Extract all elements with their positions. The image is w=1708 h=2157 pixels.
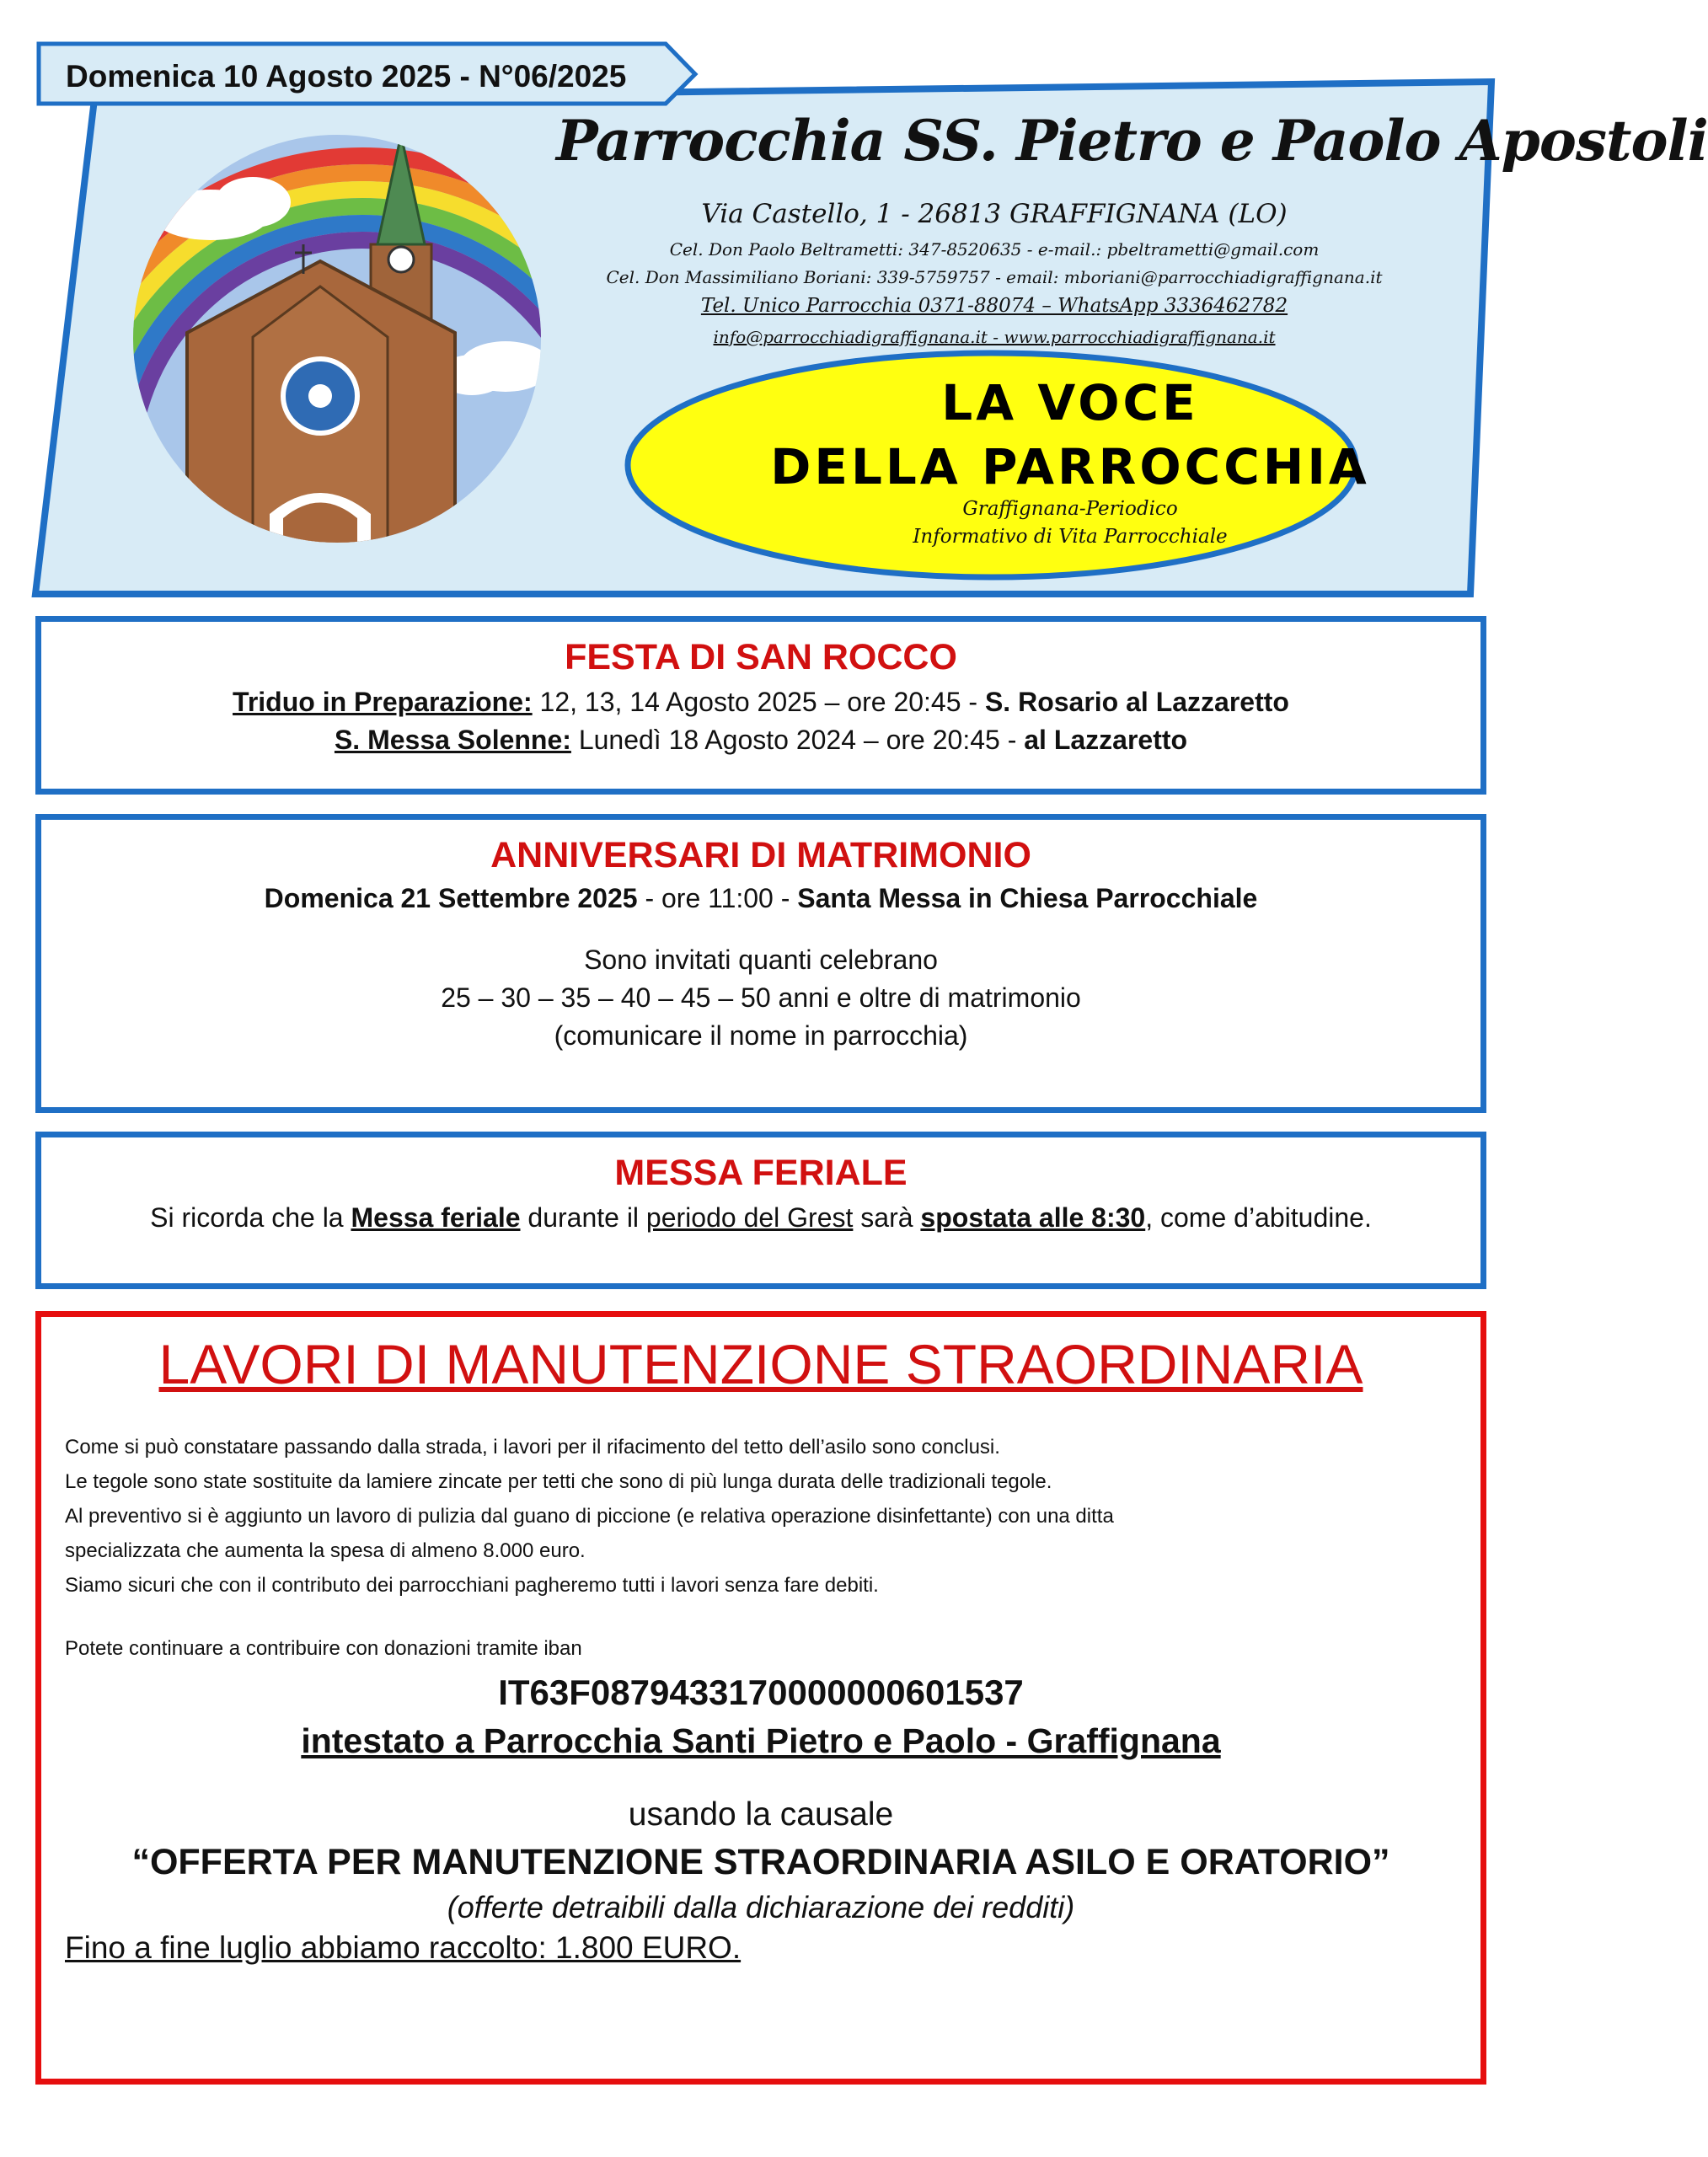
lavori-paragraph-line: specializzata che aumenta la spesa di almeno 8.000 euro. (65, 1539, 586, 1562)
messa-feriale-text-3: durante il (520, 1202, 646, 1233)
messa-feriale-text-6: spostata alle 8:30 (920, 1202, 1146, 1233)
messa-feriale-text (41, 1202, 1480, 1234)
anniversari-time: - ore 11:00 - (637, 883, 798, 913)
newsletter-subtitle-2: Informativo di Vita Parrocchiale (913, 526, 1228, 548)
newsletter-title-line-2: DELLA PARROCCHIA (770, 438, 1370, 495)
anniversari-box (35, 814, 1486, 1113)
donation-intro: Potete continuare a contribuire con donazioni tramite iban (65, 1637, 582, 1660)
messa-feriale-text-7: , come d’abitudine. (1145, 1202, 1372, 1233)
parish-address: Via Castello, 1 - 26813 GRAFFIGNANA (LO) (701, 199, 1288, 229)
messa-solenne-date: Lunedì 18 Agosto 2024 – ore 20:45 - (570, 725, 1025, 755)
san-rocco-title: FESTA DI SAN ROCCO (565, 637, 957, 677)
messa-feriale-text-4: periodo del Grest (645, 1202, 854, 1233)
anniversari-invite: Sono invitati quanti celebrano (584, 945, 938, 975)
triduo-label: Triduo in Preparazione: (233, 687, 533, 717)
lavori-title: LAVORI DI MANUTENZIONE STRAORDINARIA (158, 1333, 1363, 1395)
lavori-box (35, 1311, 1486, 2085)
messa-feriale-box (35, 1132, 1486, 1289)
lavori-paragraph-line: Come si può constatare passando dalla strada, i lavori per il rifacimento del tetto dell’asilo sono conclusi. (65, 1436, 1000, 1459)
parish-name: Parrocchia SS. Pietro e Paolo Apostoli (556, 108, 1708, 174)
lavori-paragraph (41, 1430, 1480, 1603)
anniversari-years: 25 – 30 – 35 – 40 – 45 – 50 anni e oltre di matrimonio (441, 982, 1081, 1013)
anniversari-date: Domenica 21 Settembre 2025 (264, 883, 638, 913)
lavori-paragraph-line: Siamo sicuri che con il contributo dei parrocchiani pagheremo tutti i lavori senza fare debiti. (65, 1574, 879, 1597)
triduo-line (41, 687, 1480, 718)
newsletter-subtitle-1: Graffignana-Periodico (962, 498, 1178, 520)
messa-solenne-line (41, 725, 1480, 756)
causale-intro: usando la causale (628, 1796, 894, 1833)
contact-don-massimiliano: Cel. Don Massimiliano Boriani: 339-5759757 - email: mboriani@parrocchiadigraffignana.it (606, 267, 1383, 287)
tax-deductible-note: (offerte detraibili dalla dichiarazione dei redditi) (447, 1890, 1075, 1924)
contact-don-paolo: Cel. Don Paolo Beltrametti: 347-8520635 - e-mail.: pbeltrametti@gmail.com (669, 239, 1320, 260)
lavori-paragraph-line: Le tegole sono state sostituite da lamiere zincate per tetti che sono di più lunga durata delle tradizionali tegole. (65, 1470, 1052, 1493)
contact-web: info@parrocchiadigraffignana.it - www.parrocchiadigraffignana.it (713, 327, 1276, 347)
amount-raised: Fino a fine luglio abbiamo raccolto: 1.800 EURO. (65, 1930, 742, 1965)
anniversari-place: Santa Messa in Chiesa Parrocchiale (797, 883, 1258, 913)
anniversari-date-line (41, 883, 1480, 914)
header-panel (0, 0, 1708, 607)
san-rocco-box (35, 616, 1486, 795)
messa-feriale-text-5: sarà (853, 1202, 921, 1233)
iban-holder: intestato a Parrocchia Santi Pietro e Paolo - Graffignana (301, 1721, 1221, 1760)
triduo-place: S. Rosario al Lazzaretto (984, 687, 1289, 717)
lavori-paragraph-line: Al preventivo si è aggiunto un lavoro di pulizia dal guano di piccione (e relativa operazione disinfettante) con una ditta (65, 1505, 1114, 1528)
anniversari-title: ANNIVERSARI DI MATRIMONIO (490, 835, 1031, 875)
messa-solenne-label: S. Messa Solenne: (334, 725, 571, 755)
newsletter-title-line-1: LA VOCE (941, 374, 1199, 431)
issue-date: Domenica 10 Agosto 2025 - N°06/2025 (66, 59, 627, 94)
messa-solenne-place: al Lazzaretto (1024, 725, 1188, 755)
contact-parish-phone: Tel. Unico Parrocchia 0371-88074 – WhatsApp 3336462782 (700, 295, 1288, 317)
messa-feriale-title: MESSA FERIALE (614, 1153, 908, 1193)
triduo-dates: 12, 13, 14 Agosto 2025 – ore 20:45 - (532, 687, 985, 717)
causale-text: “OFFERTA PER MANUTENZIONE STRAORDINARIA ASILO E ORATORIO” (131, 1842, 1390, 1882)
iban: IT63F0879433170000000601537 (498, 1673, 1024, 1712)
anniversari-note: (comunicare il nome in parrocchia) (554, 1020, 968, 1051)
messa-feriale-text-1: Si ricorda che la (150, 1202, 351, 1233)
messa-feriale-text-2: Messa feriale (351, 1202, 521, 1233)
